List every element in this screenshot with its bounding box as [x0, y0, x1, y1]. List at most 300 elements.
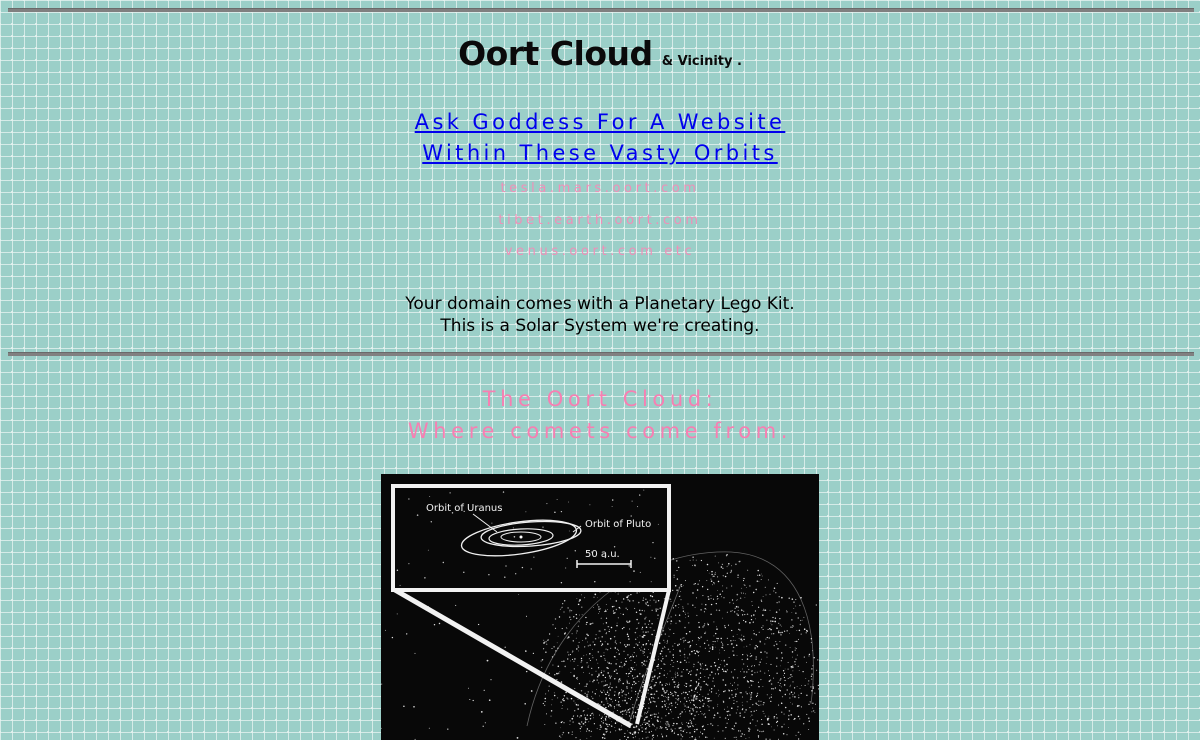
cloud-particle [570, 720, 571, 721]
cloud-particle [638, 622, 639, 623]
cloud-particle [582, 614, 583, 615]
cloud-particle [759, 705, 760, 706]
cloud-particle [737, 684, 738, 685]
cloud-particle [678, 684, 679, 685]
cloud-particle [708, 624, 709, 625]
cloud-particle [728, 565, 729, 566]
inset-star [643, 490, 644, 491]
cloud-particle [776, 666, 777, 667]
cloud-particle [713, 599, 714, 600]
cloud-particle [652, 610, 653, 611]
cloud-particle [782, 657, 783, 658]
cloud-particle [779, 679, 780, 680]
cloud-particle [690, 702, 691, 703]
cloud-particle [626, 714, 627, 715]
cloud-particle [638, 729, 640, 731]
cloud-particle [718, 696, 719, 697]
cloud-particle [744, 734, 745, 735]
cloud-particle [581, 658, 582, 659]
cloud-particle [565, 632, 566, 633]
cloud-particle [778, 631, 779, 632]
cloud-particle [781, 702, 783, 704]
cloud-particle [769, 594, 770, 595]
cloud-particle [552, 624, 553, 625]
cloud-particle [600, 631, 601, 632]
cloud-particle [759, 661, 761, 663]
cloud-particle [681, 671, 682, 672]
domain-example-venus: venus.oort.com etc [504, 244, 696, 259]
inset-star [428, 550, 429, 551]
star [795, 664, 796, 665]
cloud-particle [610, 598, 611, 599]
cloud-particle [637, 644, 638, 645]
cloud-particle [738, 610, 739, 611]
cloud-particle [648, 711, 649, 712]
cloud-particle [678, 682, 679, 683]
cloud-particle [722, 643, 723, 644]
cloud-particle [751, 639, 752, 640]
cloud-particle [636, 725, 638, 727]
cloud-particle [681, 693, 682, 694]
cloud-particle [740, 730, 741, 731]
cloud-particle [811, 642, 812, 643]
cloud-particle [590, 718, 591, 719]
cloud-particle [551, 648, 552, 649]
cloud-particle [701, 560, 702, 561]
cloud-particle [739, 622, 740, 623]
cloud-particle [654, 600, 655, 601]
cloud-particle [735, 722, 736, 723]
cloud-particle [693, 664, 694, 665]
cloud-particle [610, 732, 611, 733]
cloud-particle [696, 650, 698, 652]
cloud-particle [761, 659, 762, 660]
middle-horizontal-rule [8, 352, 1194, 356]
cloud-particle [703, 669, 704, 670]
cloud-particle [677, 734, 678, 735]
inset-star [397, 569, 399, 571]
cloud-particle [661, 684, 662, 685]
cloud-particle [712, 649, 714, 651]
cloud-particle [691, 670, 692, 671]
cloud-particle [593, 642, 594, 643]
cloud-particle [727, 638, 728, 639]
cloud-particle [775, 592, 776, 593]
cloud-particle [769, 637, 770, 638]
cloud-particle [793, 608, 794, 609]
cloud-particle [625, 646, 626, 647]
cloud-particle [642, 731, 643, 732]
inset-star [429, 496, 430, 497]
cloud-particle [635, 727, 636, 728]
cloud-particle [660, 721, 661, 722]
cloud-particle [642, 738, 643, 739]
star [705, 665, 706, 666]
cloud-particle [689, 631, 690, 632]
cloud-particle [696, 597, 697, 598]
cloud-particle [741, 593, 742, 594]
cloud-particle [656, 601, 657, 602]
cloud-particle [616, 600, 617, 601]
cloud-particle [765, 587, 766, 588]
cloud-particle [605, 610, 607, 612]
cloud-particle [781, 711, 782, 712]
cloud-particle [758, 737, 759, 738]
cloud-particle [740, 639, 741, 640]
inset-star [614, 546, 615, 547]
cloud-particle [744, 584, 745, 585]
cloud-particle [761, 719, 762, 720]
cloud-particle [635, 712, 636, 713]
cloud-particle [636, 643, 637, 644]
cloud-particle [694, 695, 696, 697]
cloud-particle [610, 648, 611, 649]
cloud-particle [598, 606, 600, 608]
cloud-particle [649, 685, 650, 686]
cloud-particle [564, 666, 566, 668]
cloud-particle [601, 727, 602, 728]
cloud-particle [578, 705, 579, 706]
cloud-particle [645, 708, 646, 709]
cloud-particle [642, 627, 643, 628]
cloud-particle [705, 716, 706, 717]
cloud-particle [581, 721, 582, 722]
cloud-particle [754, 648, 756, 650]
cloud-particle [672, 677, 673, 678]
inset-star [554, 511, 556, 513]
cloud-particle [718, 731, 719, 732]
cloud-particle [693, 700, 694, 701]
cloud-particle [733, 640, 734, 641]
cloud-particle [779, 632, 781, 634]
cloud-particle [674, 732, 675, 733]
star [680, 661, 682, 663]
cloud-particle [673, 681, 675, 683]
cloud-particle [609, 698, 610, 699]
cloud-particle [693, 710, 695, 712]
cloud-particle [699, 700, 700, 701]
cloud-particle [616, 673, 617, 674]
cloud-particle [799, 605, 800, 606]
cloud-particle [790, 647, 791, 648]
cloud-particle [691, 689, 692, 690]
cloud-particle [770, 620, 771, 621]
label-orbit-pluto: Orbit of Pluto [585, 519, 652, 530]
cloud-particle [573, 675, 575, 677]
cloud-particle [785, 680, 786, 681]
cloud-particle [695, 689, 696, 690]
cloud-particle [747, 666, 748, 667]
cloud-particle [650, 595, 652, 597]
cloud-particle [654, 698, 655, 699]
cloud-particle [727, 715, 728, 716]
cloud-particle [603, 720, 604, 721]
cloud-particle [616, 643, 617, 644]
cloud-particle [674, 577, 675, 578]
cloud-particle [628, 621, 629, 622]
cloud-particle [651, 731, 652, 732]
cloud-particle [742, 702, 743, 703]
cloud-particle [759, 581, 760, 582]
cloud-particle [611, 726, 612, 727]
cloud-particle [711, 604, 712, 605]
cloud-particle [679, 714, 680, 715]
cloud-particle [681, 723, 682, 724]
cloud-particle [571, 610, 572, 611]
cloud-particle [698, 683, 699, 684]
cloud-particle [731, 565, 732, 566]
label-orbit-uranus: Orbit of Uranus [426, 503, 503, 514]
cloud-particle [669, 651, 670, 652]
cloud-particle [622, 690, 624, 692]
cloud-particle [606, 694, 607, 695]
cloud-particle [710, 647, 711, 648]
cloud-particle [632, 675, 633, 676]
cloud-particle [814, 712, 815, 713]
cloud-particle [734, 737, 735, 738]
cloud-particle [742, 659, 743, 660]
cloud-particle [707, 737, 708, 738]
cloud-particle [704, 643, 705, 644]
cloud-particle [781, 597, 783, 599]
cloud-particle [603, 623, 604, 624]
cloud-particle [684, 660, 685, 661]
cloud-particle [657, 728, 658, 729]
cloud-particle [654, 714, 655, 715]
cloud-particle [675, 605, 676, 606]
cloud-particle [747, 693, 748, 694]
cloud-particle [650, 643, 651, 644]
cloud-particle [684, 649, 685, 650]
cloud-particle [730, 640, 731, 641]
cloud-particle [617, 649, 618, 650]
cloud-particle [785, 669, 786, 670]
cloud-particle [727, 711, 728, 712]
cloud-particle [751, 619, 752, 620]
cloud-particle [707, 589, 708, 590]
cloud-particle [743, 717, 744, 718]
cloud-particle [675, 676, 676, 677]
star [657, 720, 659, 722]
cloud-particle [558, 673, 560, 675]
cloud-particle [646, 727, 647, 728]
cloud-particle [739, 712, 740, 713]
cloud-particle [672, 590, 673, 591]
cloud-particle [627, 599, 628, 600]
cloud-particle [808, 684, 809, 685]
cloud-particle [693, 718, 694, 719]
cloud-particle [770, 701, 771, 702]
cloud-particle [661, 650, 663, 652]
cloud-particle [658, 656, 659, 657]
cloud-particle [626, 686, 627, 687]
cloud-particle [652, 677, 653, 678]
cloud-particle [761, 627, 762, 628]
cloud-particle [741, 588, 742, 589]
cloud-particle [657, 618, 658, 619]
star [468, 688, 469, 689]
cloud-particle [688, 622, 689, 623]
cloud-particle [626, 680, 627, 681]
cloud-particle [707, 623, 708, 624]
cloud-particle [592, 691, 593, 692]
cloud-particle [788, 719, 789, 720]
cloud-particle [705, 608, 706, 609]
cloud-particle [643, 600, 644, 601]
cloud-particle [754, 672, 755, 673]
cloud-particle [681, 586, 682, 587]
cloud-particle [606, 724, 607, 725]
cloud-particle [598, 667, 599, 668]
cloud-particle [668, 618, 669, 619]
cloud-particle [557, 697, 558, 698]
cloud-particle [613, 612, 615, 614]
cloud-particle [591, 731, 592, 732]
cloud-particle [562, 603, 563, 604]
cloud-particle [556, 679, 557, 680]
cloud-particle [695, 607, 696, 608]
cloud-particle [623, 598, 624, 599]
star [734, 611, 735, 612]
cloud-particle [680, 591, 681, 592]
cloud-particle [643, 631, 644, 632]
cloud-particle [681, 676, 682, 677]
cloud-particle [634, 647, 635, 648]
cloud-particle [750, 696, 751, 697]
cloud-particle [754, 633, 755, 634]
cloud-particle [692, 640, 693, 641]
cloud-particle [677, 673, 678, 674]
cloud-particle [751, 674, 752, 675]
cloud-particle [633, 681, 635, 683]
cloud-particle [639, 610, 640, 611]
cloud-particle [695, 724, 696, 725]
cloud-particle [733, 697, 734, 698]
cloud-particle [650, 600, 651, 601]
cloud-particle [665, 685, 666, 686]
cloud-particle [678, 687, 679, 688]
cloud-particle [790, 627, 791, 628]
cloud-particle [610, 718, 611, 719]
cloud-particle [791, 619, 792, 620]
cloud-particle [675, 585, 677, 587]
star [682, 724, 683, 725]
star [769, 675, 770, 676]
cloud-particle [675, 695, 676, 696]
cloud-particle [748, 728, 749, 729]
cloud-particle [653, 697, 654, 698]
cloud-particle [643, 635, 645, 637]
cloud-particle [635, 691, 636, 692]
cloud-particle [596, 659, 597, 660]
cloud-particle [705, 648, 706, 649]
inset-frame [393, 486, 669, 590]
cloud-particle [771, 688, 772, 689]
cloud-particle [708, 700, 709, 701]
cloud-particle [693, 584, 694, 585]
cloud-particle [751, 615, 752, 616]
cloud-particle [722, 644, 723, 645]
cloud-particle [558, 666, 560, 668]
cloud-particle [623, 651, 624, 652]
cloud-particle [551, 710, 552, 711]
cloud-particle [719, 594, 720, 595]
cloud-particle [750, 656, 751, 657]
cloud-particle [636, 619, 637, 620]
cloud-particle [680, 716, 681, 717]
cloud-particle [615, 700, 616, 701]
cloud-particle [783, 670, 784, 671]
cloud-particle [795, 599, 796, 600]
cloud-particle [737, 689, 738, 690]
inset-star [631, 515, 632, 516]
cloud-particle [627, 633, 628, 634]
ask-goddess-link[interactable]: Ask Goddess For A Website [414, 110, 786, 134]
cloud-particle [724, 650, 725, 651]
cloud-particle [722, 591, 723, 592]
cloud-particle [726, 588, 727, 589]
cloud-particle [763, 625, 764, 626]
inset-star [513, 527, 514, 528]
cloud-particle [740, 736, 741, 737]
cloud-particle [668, 707, 669, 708]
cloud-particle [646, 643, 648, 645]
star [397, 613, 398, 614]
cloud-particle [651, 623, 652, 624]
cloud-particle [639, 728, 640, 729]
cloud-particle [592, 649, 593, 650]
cloud-particle [744, 671, 745, 672]
cloud-particle [679, 644, 680, 645]
cloud-particle [673, 657, 674, 658]
cloud-particle [753, 621, 754, 622]
cloud-particle [656, 706, 657, 707]
cloud-particle [604, 629, 606, 631]
cloud-particle [757, 672, 758, 673]
cloud-particle [642, 665, 643, 666]
cloud-particle [800, 734, 801, 735]
star [653, 701, 654, 702]
cloud-particle [570, 619, 571, 620]
cloud-particle [621, 692, 623, 694]
cloud-particle [811, 673, 812, 674]
cloud-particle [683, 692, 685, 694]
cloud-particle [566, 627, 567, 628]
cloud-particle [601, 726, 602, 727]
cloud-particle [754, 665, 755, 666]
cloud-particle [556, 673, 558, 675]
star [385, 630, 386, 631]
cloud-particle [793, 601, 794, 602]
cloud-particle [652, 679, 653, 680]
cloud-particle [626, 711, 627, 712]
cloud-particle [778, 632, 779, 633]
cloud-particle [737, 614, 738, 615]
cloud-particle [603, 722, 604, 723]
inset-star [612, 506, 613, 507]
cloud-particle [580, 728, 581, 729]
cloud-particle [717, 668, 718, 669]
cloud-particle [806, 714, 807, 715]
cloud-particle [712, 725, 713, 726]
vasty-orbits-link[interactable]: Within These Vasty Orbits [422, 141, 778, 165]
cloud-particle [686, 662, 687, 663]
cloud-particle [726, 723, 727, 724]
cloud-particle [668, 726, 669, 727]
cloud-particle [747, 613, 749, 615]
cloud-particle [714, 714, 716, 716]
domain-example-tesla: tesla.mars.oort.com [500, 181, 700, 196]
